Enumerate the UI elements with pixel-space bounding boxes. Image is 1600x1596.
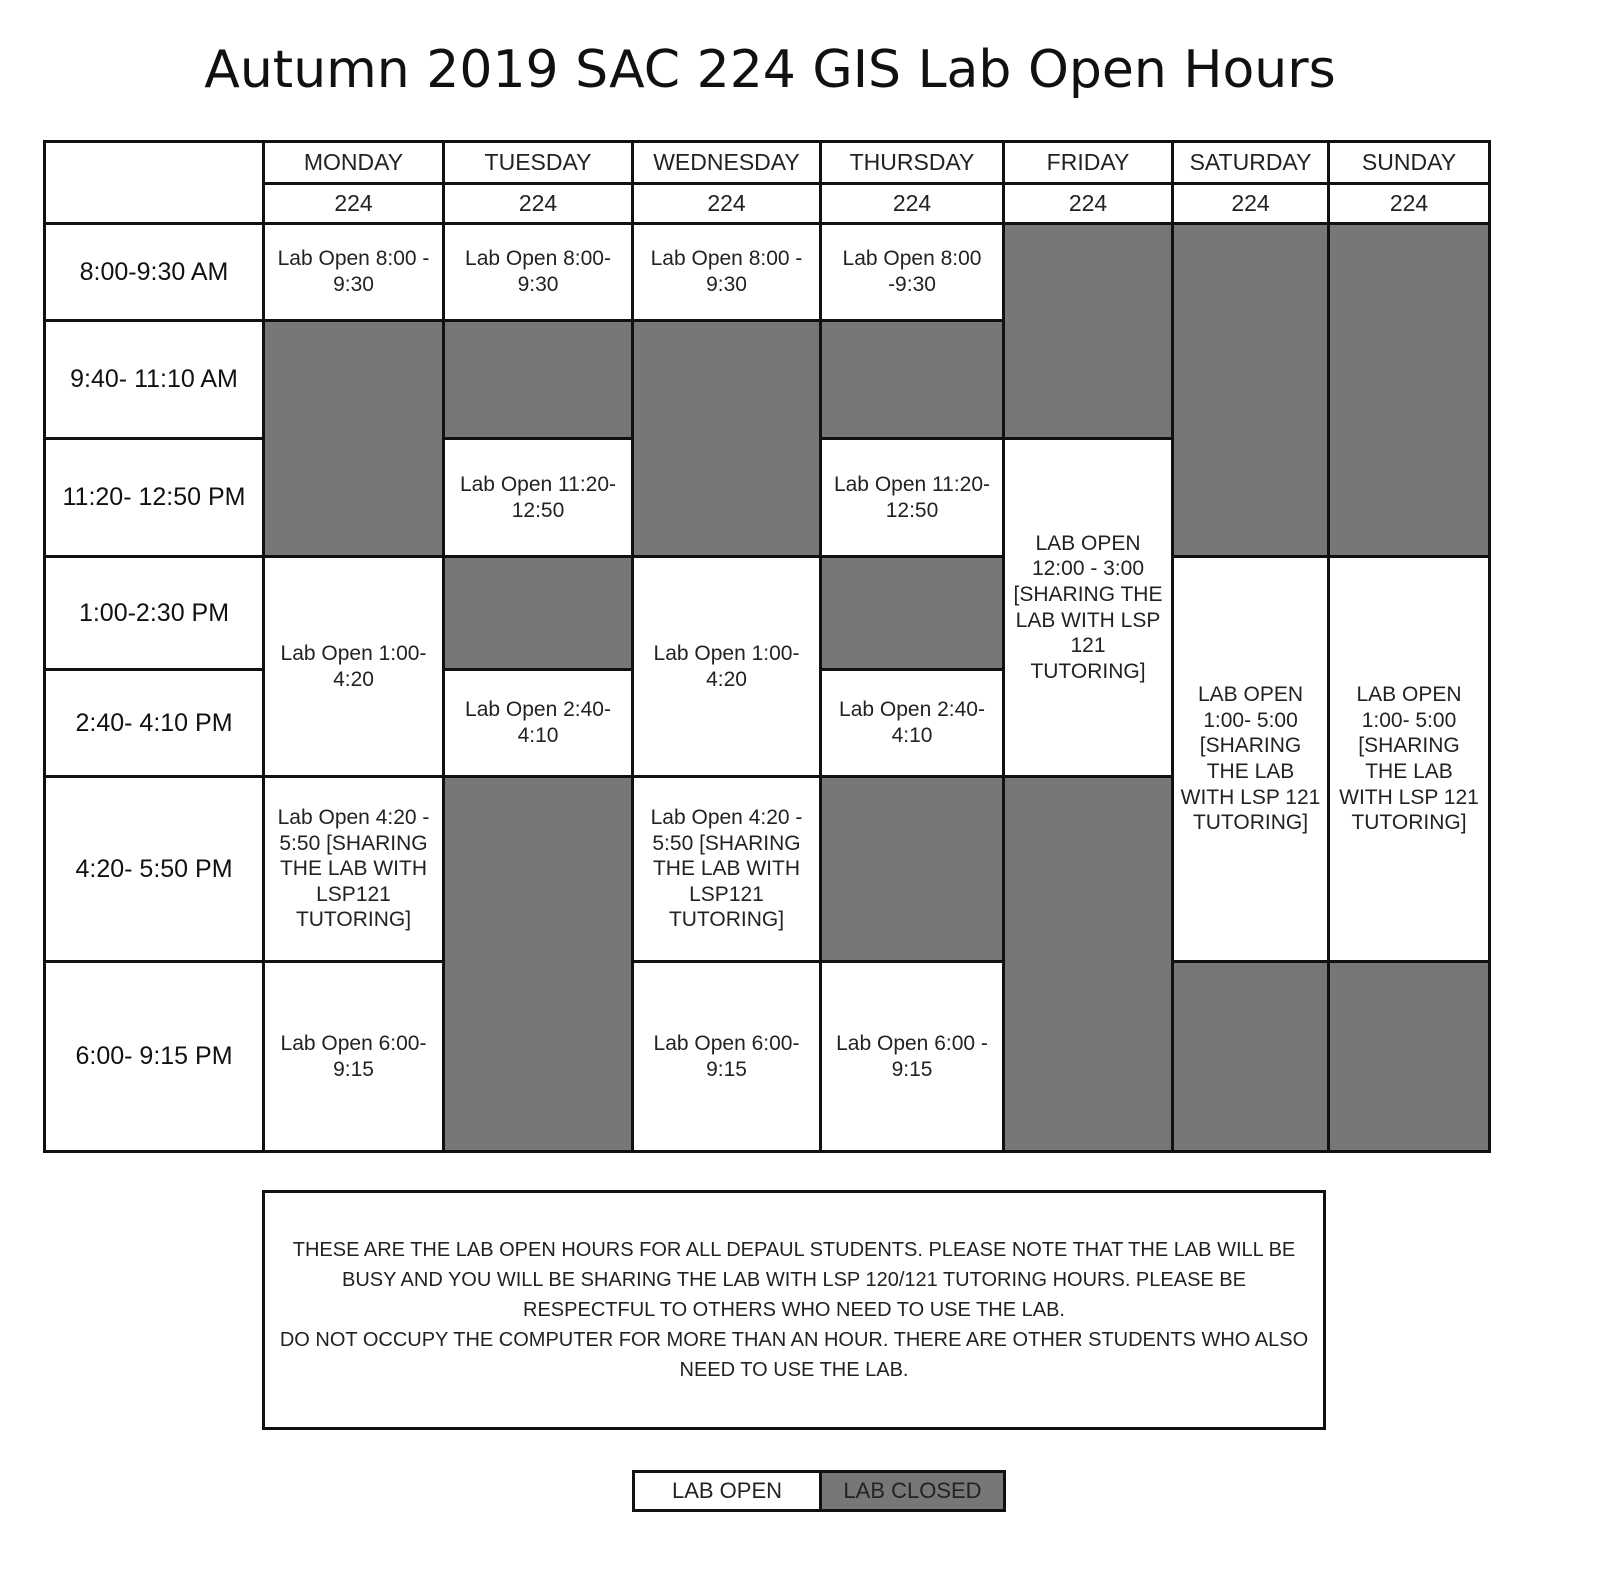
time-slot-text: 1:00-2:30 PM bbox=[78, 598, 230, 627]
legend-closed: LAB CLOSED bbox=[819, 1470, 1006, 1512]
lab-open-block-monday-text: Lab Open 6:00-9:15 bbox=[280, 1031, 427, 1081]
day-header-friday bbox=[1002, 140, 1174, 185]
time-slot-text: 2:40- 4:10 PM bbox=[75, 708, 233, 737]
lab-closed-block-friday bbox=[1002, 775, 1174, 1153]
lab-closed-block-thursday bbox=[819, 775, 1005, 963]
lab-closed-block-tuesday bbox=[442, 555, 634, 671]
lab-open-block-thursday bbox=[819, 437, 1005, 558]
lab-open-block-wednesday-text: Lab Open 4:20 - 5:50 [SHARING THE LAB WITH LSP121 TUTORING] bbox=[650, 805, 803, 932]
lab-open-block-friday-text: LAB OPEN 12:00 - 3:00 [SHARING THE LAB WITH LSP 121 TUTORING] bbox=[1013, 531, 1163, 683]
corner-cell bbox=[43, 140, 265, 225]
day-header-tuesday-text: TUESDAY bbox=[484, 149, 592, 175]
lab-open-block-thursday-text: Lab Open 6:00 - 9:15 bbox=[836, 1031, 988, 1081]
room-number bbox=[819, 182, 1005, 225]
room-number-text: 224 bbox=[707, 190, 746, 216]
day-header-thursday bbox=[819, 140, 1005, 185]
lab-closed-block-tuesday bbox=[442, 319, 634, 440]
lab-open-block-tuesday-text: Lab Open 11:20-12:50 bbox=[459, 472, 617, 522]
lab-closed-block-thursday bbox=[819, 555, 1005, 671]
lab-closed-block-sunday bbox=[1327, 960, 1491, 1153]
lab-open-block-sunday-text: LAB OPEN 1:00- 5:00 [SHARING THE LAB WITH LSP 121 TUTORING] bbox=[1339, 683, 1479, 835]
lab-closed-block-friday bbox=[1002, 222, 1174, 440]
lab-open-block-monday bbox=[262, 222, 445, 322]
lab-open-block-monday bbox=[262, 555, 445, 778]
lab-open-block-monday bbox=[262, 775, 445, 963]
lab-closed-block-sunday bbox=[1327, 222, 1491, 558]
lab-open-block-wednesday bbox=[631, 222, 822, 322]
lab-open-block-thursday-text: Lab Open 2:40-4:10 bbox=[839, 698, 985, 747]
room-number-text: 224 bbox=[334, 190, 373, 216]
notice-text-1: THESE ARE THE LAB OPEN HOURS FOR ALL DEPAUL STUDENTS. PLEASE NOTE THAT THE LAB WILL BE BUSY AND YOU WILL BE SHARING THE LAB WITH LSP 120/121 TUTORING HOURS. PLEASE BE RESPECTFUL TO OTHERS WHO NEED TO USE THE LAB. bbox=[292, 1239, 1296, 1321]
room-number bbox=[442, 182, 634, 225]
notice-text-2: DO NOT OCCUPY THE COMPUTER FOR MORE THAN AN HOUR. THERE ARE OTHER STUDENTS WHO ALSO NEED TO USE THE LAB. bbox=[279, 1329, 1309, 1381]
lab-open-block-tuesday bbox=[442, 437, 634, 558]
room-number bbox=[1327, 182, 1491, 225]
lab-open-block-wednesday-text: Lab Open 1:00-4:20 bbox=[653, 641, 800, 691]
room-number-text: 224 bbox=[1068, 190, 1108, 216]
day-header-saturday-text: SATURDAY bbox=[1189, 149, 1312, 175]
day-header-thursday-text: THURSDAY bbox=[849, 149, 975, 175]
lab-open-block-monday-text: Lab Open 4:20 - 5:50 [SHARING THE LAB WITH LSP121 TUTORING] bbox=[277, 805, 430, 932]
time-slot-text: 11:20- 12:50 PM bbox=[62, 483, 246, 511]
lab-open-block-monday-text: Lab Open 1:00-4:20 bbox=[280, 641, 427, 691]
room-number bbox=[1002, 182, 1174, 225]
room-number-text: 224 bbox=[892, 190, 932, 216]
time-slot bbox=[43, 437, 265, 558]
day-header-saturday bbox=[1171, 140, 1330, 185]
lab-open-block-wednesday bbox=[631, 960, 822, 1153]
lab-closed-block-tuesday bbox=[442, 775, 634, 1153]
day-header-monday bbox=[262, 140, 445, 185]
day-header-wednesday bbox=[631, 140, 822, 185]
day-header-tuesday bbox=[442, 140, 634, 185]
time-slot bbox=[43, 319, 265, 440]
lab-open-block-friday bbox=[1002, 437, 1174, 778]
time-slot bbox=[43, 555, 265, 671]
notice-box bbox=[262, 1190, 1326, 1430]
day-header-monday-text: MONDAY bbox=[303, 149, 404, 175]
lab-open-block-saturday-text: LAB OPEN 1:00- 5:00 [SHARING THE LAB WITH LSP 121 TUTORING] bbox=[1180, 683, 1321, 835]
page-title: Autumn 2019 SAC 224 GIS Lab Open Hours bbox=[204, 40, 1336, 100]
lab-open-block-thursday bbox=[819, 668, 1005, 778]
room-number bbox=[1171, 182, 1330, 225]
lab-open-block-tuesday-text: Lab Open 2:40-4:10 bbox=[465, 698, 611, 747]
lab-open-block-saturday bbox=[1171, 555, 1330, 963]
lab-closed-block-monday bbox=[262, 319, 445, 558]
time-slot-text: 6:00- 9:15 PM bbox=[75, 1042, 233, 1070]
lab-open-block-wednesday-text: Lab Open 8:00 - 9:30 bbox=[650, 247, 803, 296]
time-slot bbox=[43, 960, 265, 1153]
room-number-text: 224 bbox=[1389, 190, 1429, 216]
time-slot-text: 4:20- 5:50 PM bbox=[75, 854, 233, 883]
lab-open-block-thursday-text: Lab Open 8:00 -9:30 bbox=[842, 247, 982, 296]
day-header-sunday bbox=[1327, 140, 1491, 185]
time-slot bbox=[43, 222, 265, 322]
lab-open-block-thursday bbox=[819, 222, 1005, 322]
lab-open-block-tuesday bbox=[442, 222, 634, 322]
lab-open-block-wednesday-text: Lab Open 6:00-9:15 bbox=[653, 1031, 800, 1081]
lab-open-block-tuesday bbox=[442, 668, 634, 778]
time-slot bbox=[43, 668, 265, 778]
lab-open-block-wednesday bbox=[631, 555, 822, 778]
lab-closed-block-wednesday bbox=[631, 319, 822, 558]
room-number bbox=[631, 182, 822, 225]
day-header-sunday-text: SUNDAY bbox=[1361, 149, 1457, 175]
lab-closed-block-saturday bbox=[1171, 960, 1330, 1153]
lab-closed-block-thursday bbox=[819, 319, 1005, 440]
lab-open-block-monday bbox=[262, 960, 445, 1153]
lab-open-block-thursday bbox=[819, 960, 1005, 1153]
time-slot-text: 8:00-9:30 AM bbox=[79, 257, 229, 286]
time-slot bbox=[43, 775, 265, 963]
lab-open-block-sunday bbox=[1327, 555, 1491, 963]
room-number-text: 224 bbox=[518, 190, 558, 216]
lab-open-block-monday-text: Lab Open 8:00 - 9:30 bbox=[277, 247, 430, 296]
time-slot-text: 9:40- 11:10 AM bbox=[70, 365, 238, 393]
legend-open: LAB OPEN bbox=[632, 1470, 822, 1512]
lab-open-block-thursday-text: Lab Open 11:20- 12:50 bbox=[833, 472, 991, 522]
lab-open-block-wednesday bbox=[631, 775, 822, 963]
lab-open-block-tuesday-text: Lab Open 8:00-9:30 bbox=[465, 247, 611, 296]
lab-closed-block-saturday bbox=[1171, 222, 1330, 558]
room-number-text: 224 bbox=[1231, 190, 1270, 216]
day-header-wednesday-text: WEDNESDAY bbox=[653, 149, 800, 175]
day-header-friday-text: FRIDAY bbox=[1046, 149, 1130, 175]
room-number bbox=[262, 182, 445, 225]
